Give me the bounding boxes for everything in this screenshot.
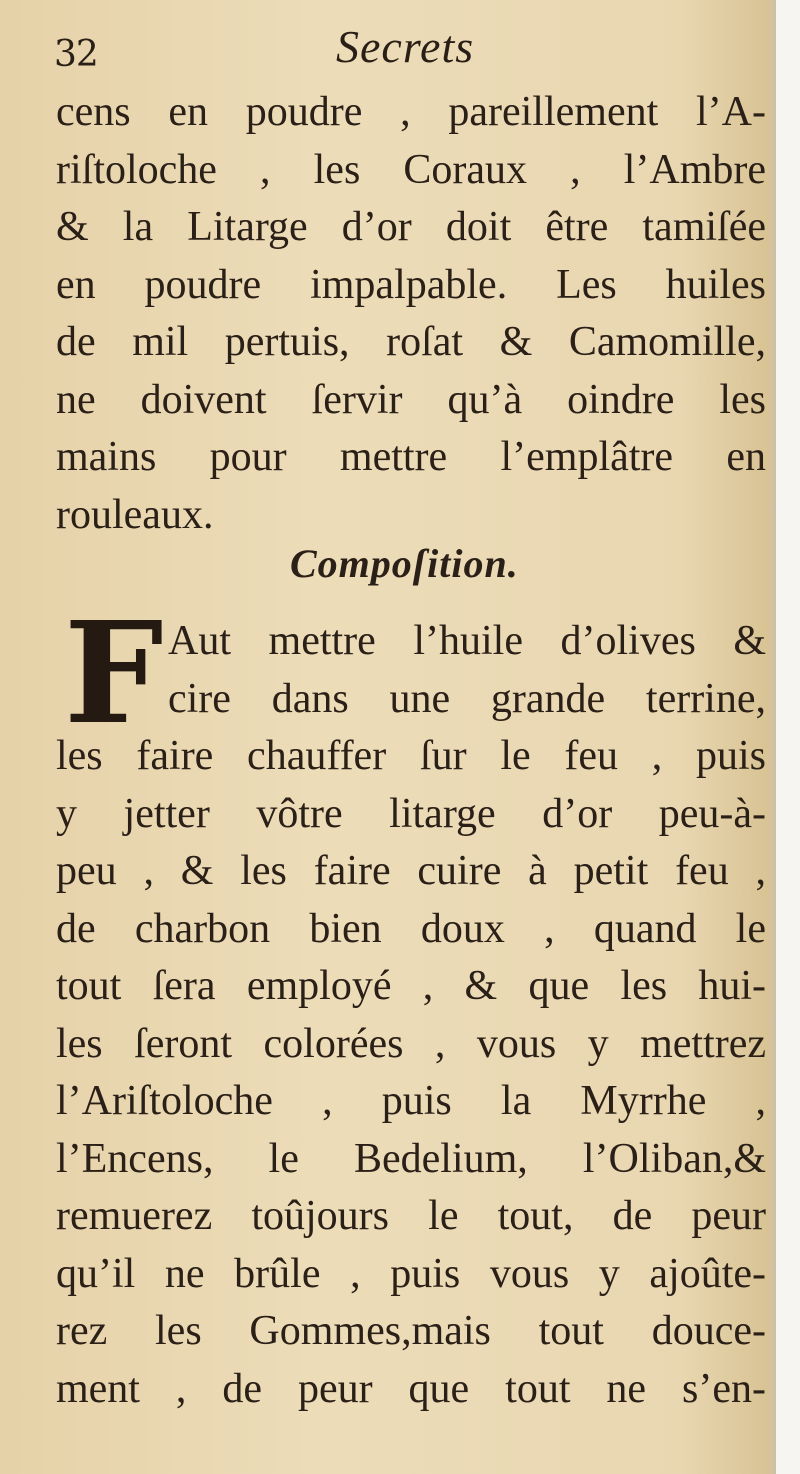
text-line: tout ſera employé , & que les hui-: [56, 963, 766, 1009]
text-line: en poudre impalpable. Les huiles: [56, 261, 766, 308]
text-line: riſtoloche , les Coraux , l’Ambre: [56, 146, 766, 193]
text-line: cire dans une grande terrine,: [168, 675, 766, 722]
text-line: y jetter vôtre litarge d’or peu-à-: [56, 790, 766, 837]
page-number: 32: [54, 34, 98, 75]
running-title: Secrets: [336, 21, 475, 72]
text-line: mains pour mettre l’emplâtre en: [56, 434, 766, 480]
text-line: Aut mettre l’huile d’olives &: [168, 618, 766, 664]
text-line: les ſeront colorées , vous y mettrez: [56, 1020, 766, 1067]
paragraph-2: [56, 613, 766, 1418]
text-line: l’Ariſtoloche , puis la Myrrhe ,: [56, 1078, 766, 1124]
text-line: ment , de peur que tout ne s’en-: [56, 1365, 766, 1412]
text-line: remuerez toûjours le tout, de peur: [56, 1193, 766, 1239]
text-line: qu’il ne brûle , puis vous y ajoûte-: [56, 1250, 766, 1297]
text-line: ne doivent ſervir qu’à oindre les: [56, 376, 766, 423]
text-line: de charbon bien doux , quand le: [56, 905, 766, 952]
text-line: l’Encens, le Bedelium, l’Oliban,&: [56, 1135, 766, 1182]
section-heading: Compoſition.: [290, 541, 519, 586]
text-line: peu , & les faire cuire à petit feu ,: [56, 848, 766, 894]
paragraph-1: [56, 84, 766, 544]
text-line: de mil pertuis, roſat & Camomille,: [56, 319, 766, 365]
text-line: rez les Gommes,mais tout douce-: [56, 1308, 766, 1354]
text-line: rouleaux.: [56, 491, 214, 538]
text-line: cens en poudre , pareillement l’A-: [56, 89, 766, 135]
text-line: & la Litarge d’or doit être tamiſée: [56, 204, 766, 250]
drop-cap-letter: F: [64, 592, 164, 756]
page-margin-edge: [776, 0, 800, 1474]
text-line: les faire chauffer ſur le feu , puis: [56, 733, 766, 779]
